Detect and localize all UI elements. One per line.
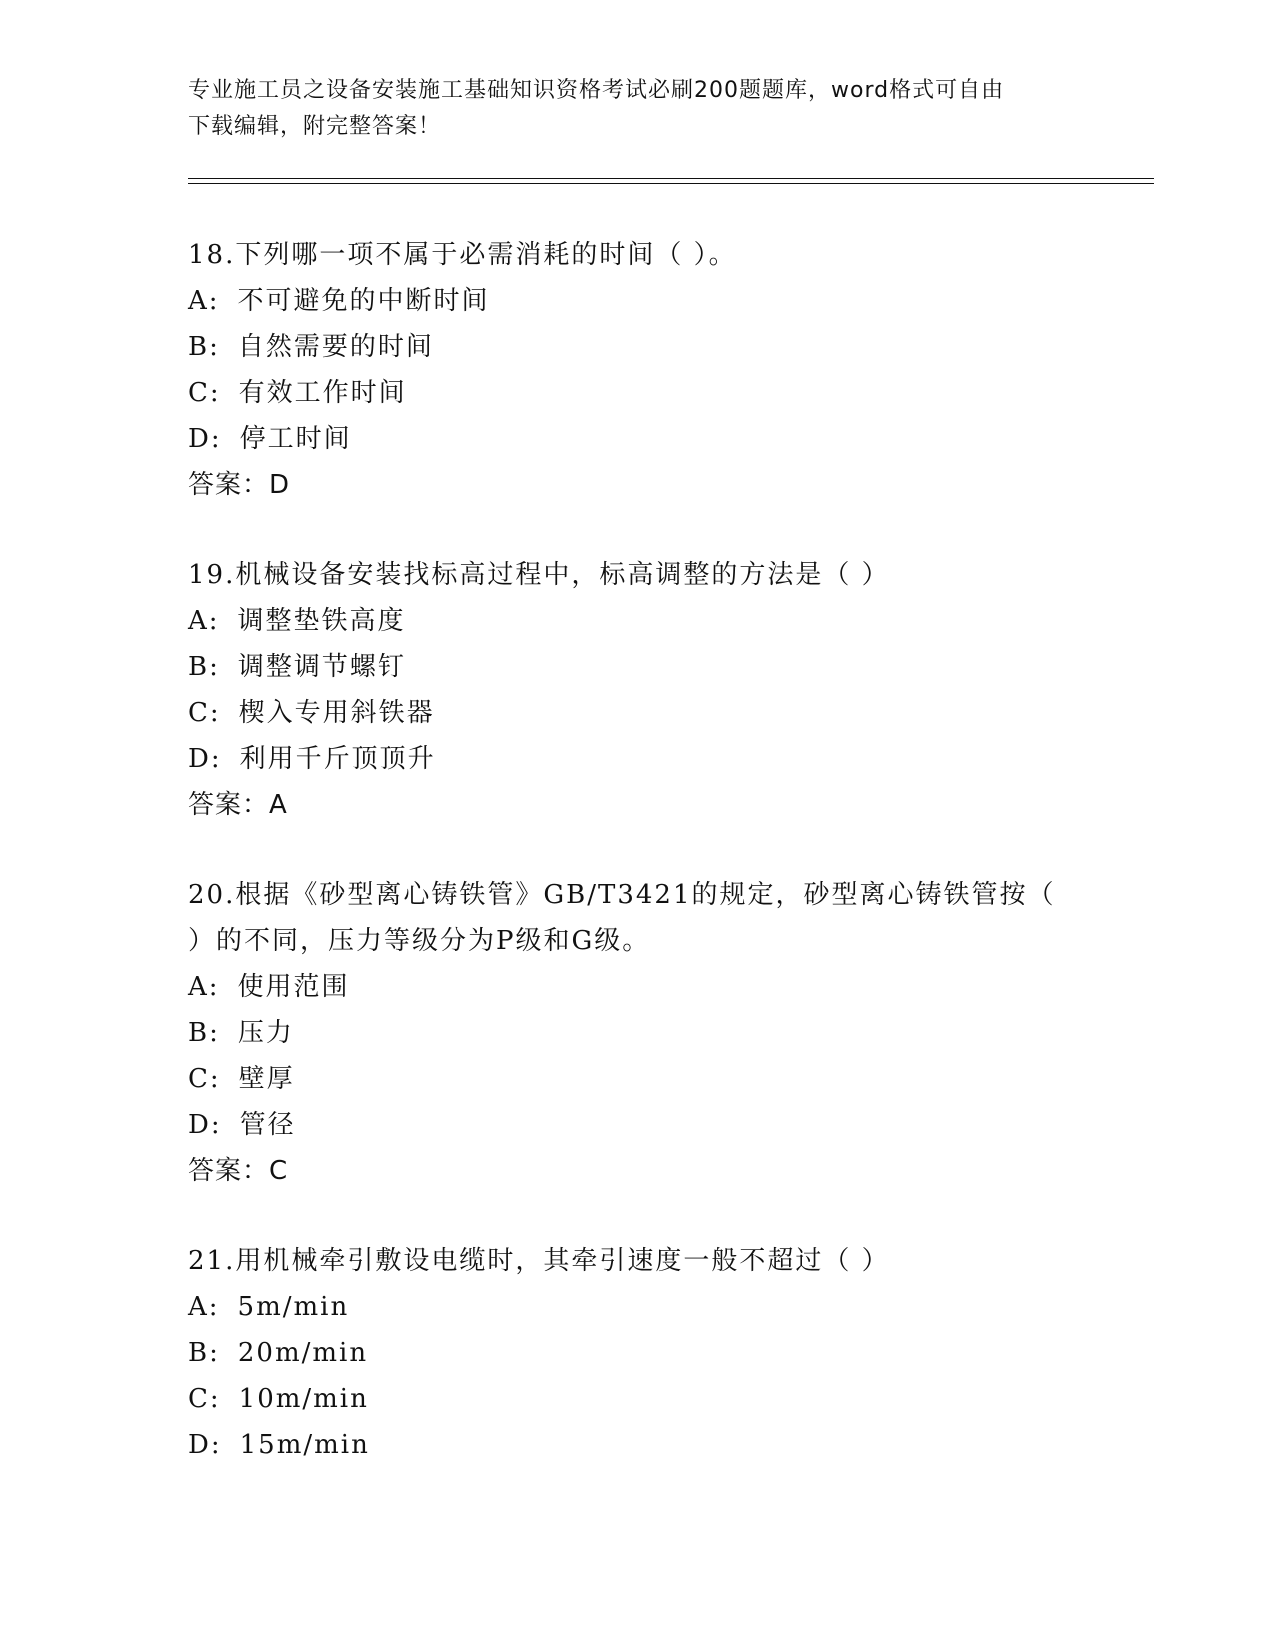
question-19 [188,552,1088,828]
option-letter: D: [188,1430,222,1460]
option-letter: B: [188,1338,220,1368]
option-text: 管径 [239,1110,296,1140]
option-c [188,1056,1088,1102]
option-c [188,690,1088,736]
option-a [188,1284,1088,1330]
option-d [188,736,1088,782]
option-text: 自然需要的时间 [237,332,434,362]
option-letter: B: [188,332,220,362]
question-stem-line-1: 20.根据《砂型离心铸铁管》GB/T3421的规定，砂型离心铸铁管按（ [188,880,1056,910]
option-text: 利用千斤顶顶升 [239,744,436,774]
option-d [188,416,1088,462]
option-text: 调整调节螺钉 [237,652,406,682]
option-text: 压力 [237,1018,294,1048]
option-b [188,324,1088,370]
option-letter: C: [188,378,221,408]
option-b [188,1330,1088,1376]
option-text: 停工时间 [239,424,352,454]
option-a [188,278,1088,324]
option-b [188,1010,1088,1056]
option-letter: A: [188,972,220,1002]
question-stem: 18.下列哪一项不属于必需消耗的时间（ ）。 [188,240,737,270]
option-letter: A: [188,1292,220,1322]
document-header [188,73,1088,145]
option-a [188,598,1088,644]
option-b [188,644,1088,690]
option-d [188,1102,1088,1148]
option-letter: C: [188,698,221,728]
option-text: 有效工作时间 [238,378,407,408]
option-letter: A: [188,286,220,316]
option-text: 楔入专用斜铁器 [238,698,435,728]
option-letter: A: [188,606,220,636]
header-divider-top [188,178,1154,179]
option-text: 10m/min [238,1384,369,1414]
question-21 [188,1238,1088,1468]
option-letter: B: [188,1018,220,1048]
question-stem-line-2: ）的不同，压力等级分为P级和G级。 [188,926,651,956]
option-text: 调整垫铁高度 [237,606,406,636]
option-c [188,1376,1088,1422]
question-20 [188,872,1088,1194]
option-a [188,964,1088,1010]
question-18 [188,232,1088,508]
option-letter: B: [188,652,220,682]
option-text: 不可避免的中断时间 [237,286,490,316]
header-line-2: 下载编辑，附完整答案！ [188,114,442,139]
option-text: 壁厚 [238,1064,295,1094]
answer-label: 答案：C [188,1156,289,1186]
option-c [188,370,1088,416]
header-line-1: 专业施工员之设备安装施工基础知识资格考试必刷200题题库，word格式可自由 [188,78,1005,103]
header-divider-bottom [188,183,1154,184]
option-text: 20m/min [237,1338,369,1368]
option-text: 15m/min [239,1430,370,1460]
answer-label: 答案：D [188,470,291,500]
option-text: 使用范围 [237,972,350,1002]
answer-label: 答案：A [188,790,288,820]
option-letter: D: [188,1110,222,1140]
option-d [188,1422,1088,1468]
option-letter: C: [188,1384,221,1414]
option-letter: D: [188,424,222,454]
option-text: 5m/min [237,1292,350,1322]
option-letter: D: [188,744,222,774]
question-stem: 19.机械设备安装找标高过程中，标高调整的方法是（ ） [188,560,890,590]
question-stem: 21.用机械牵引敷设电缆时，其牵引速度一般不超过（ ） [188,1246,890,1276]
option-letter: C: [188,1064,221,1094]
